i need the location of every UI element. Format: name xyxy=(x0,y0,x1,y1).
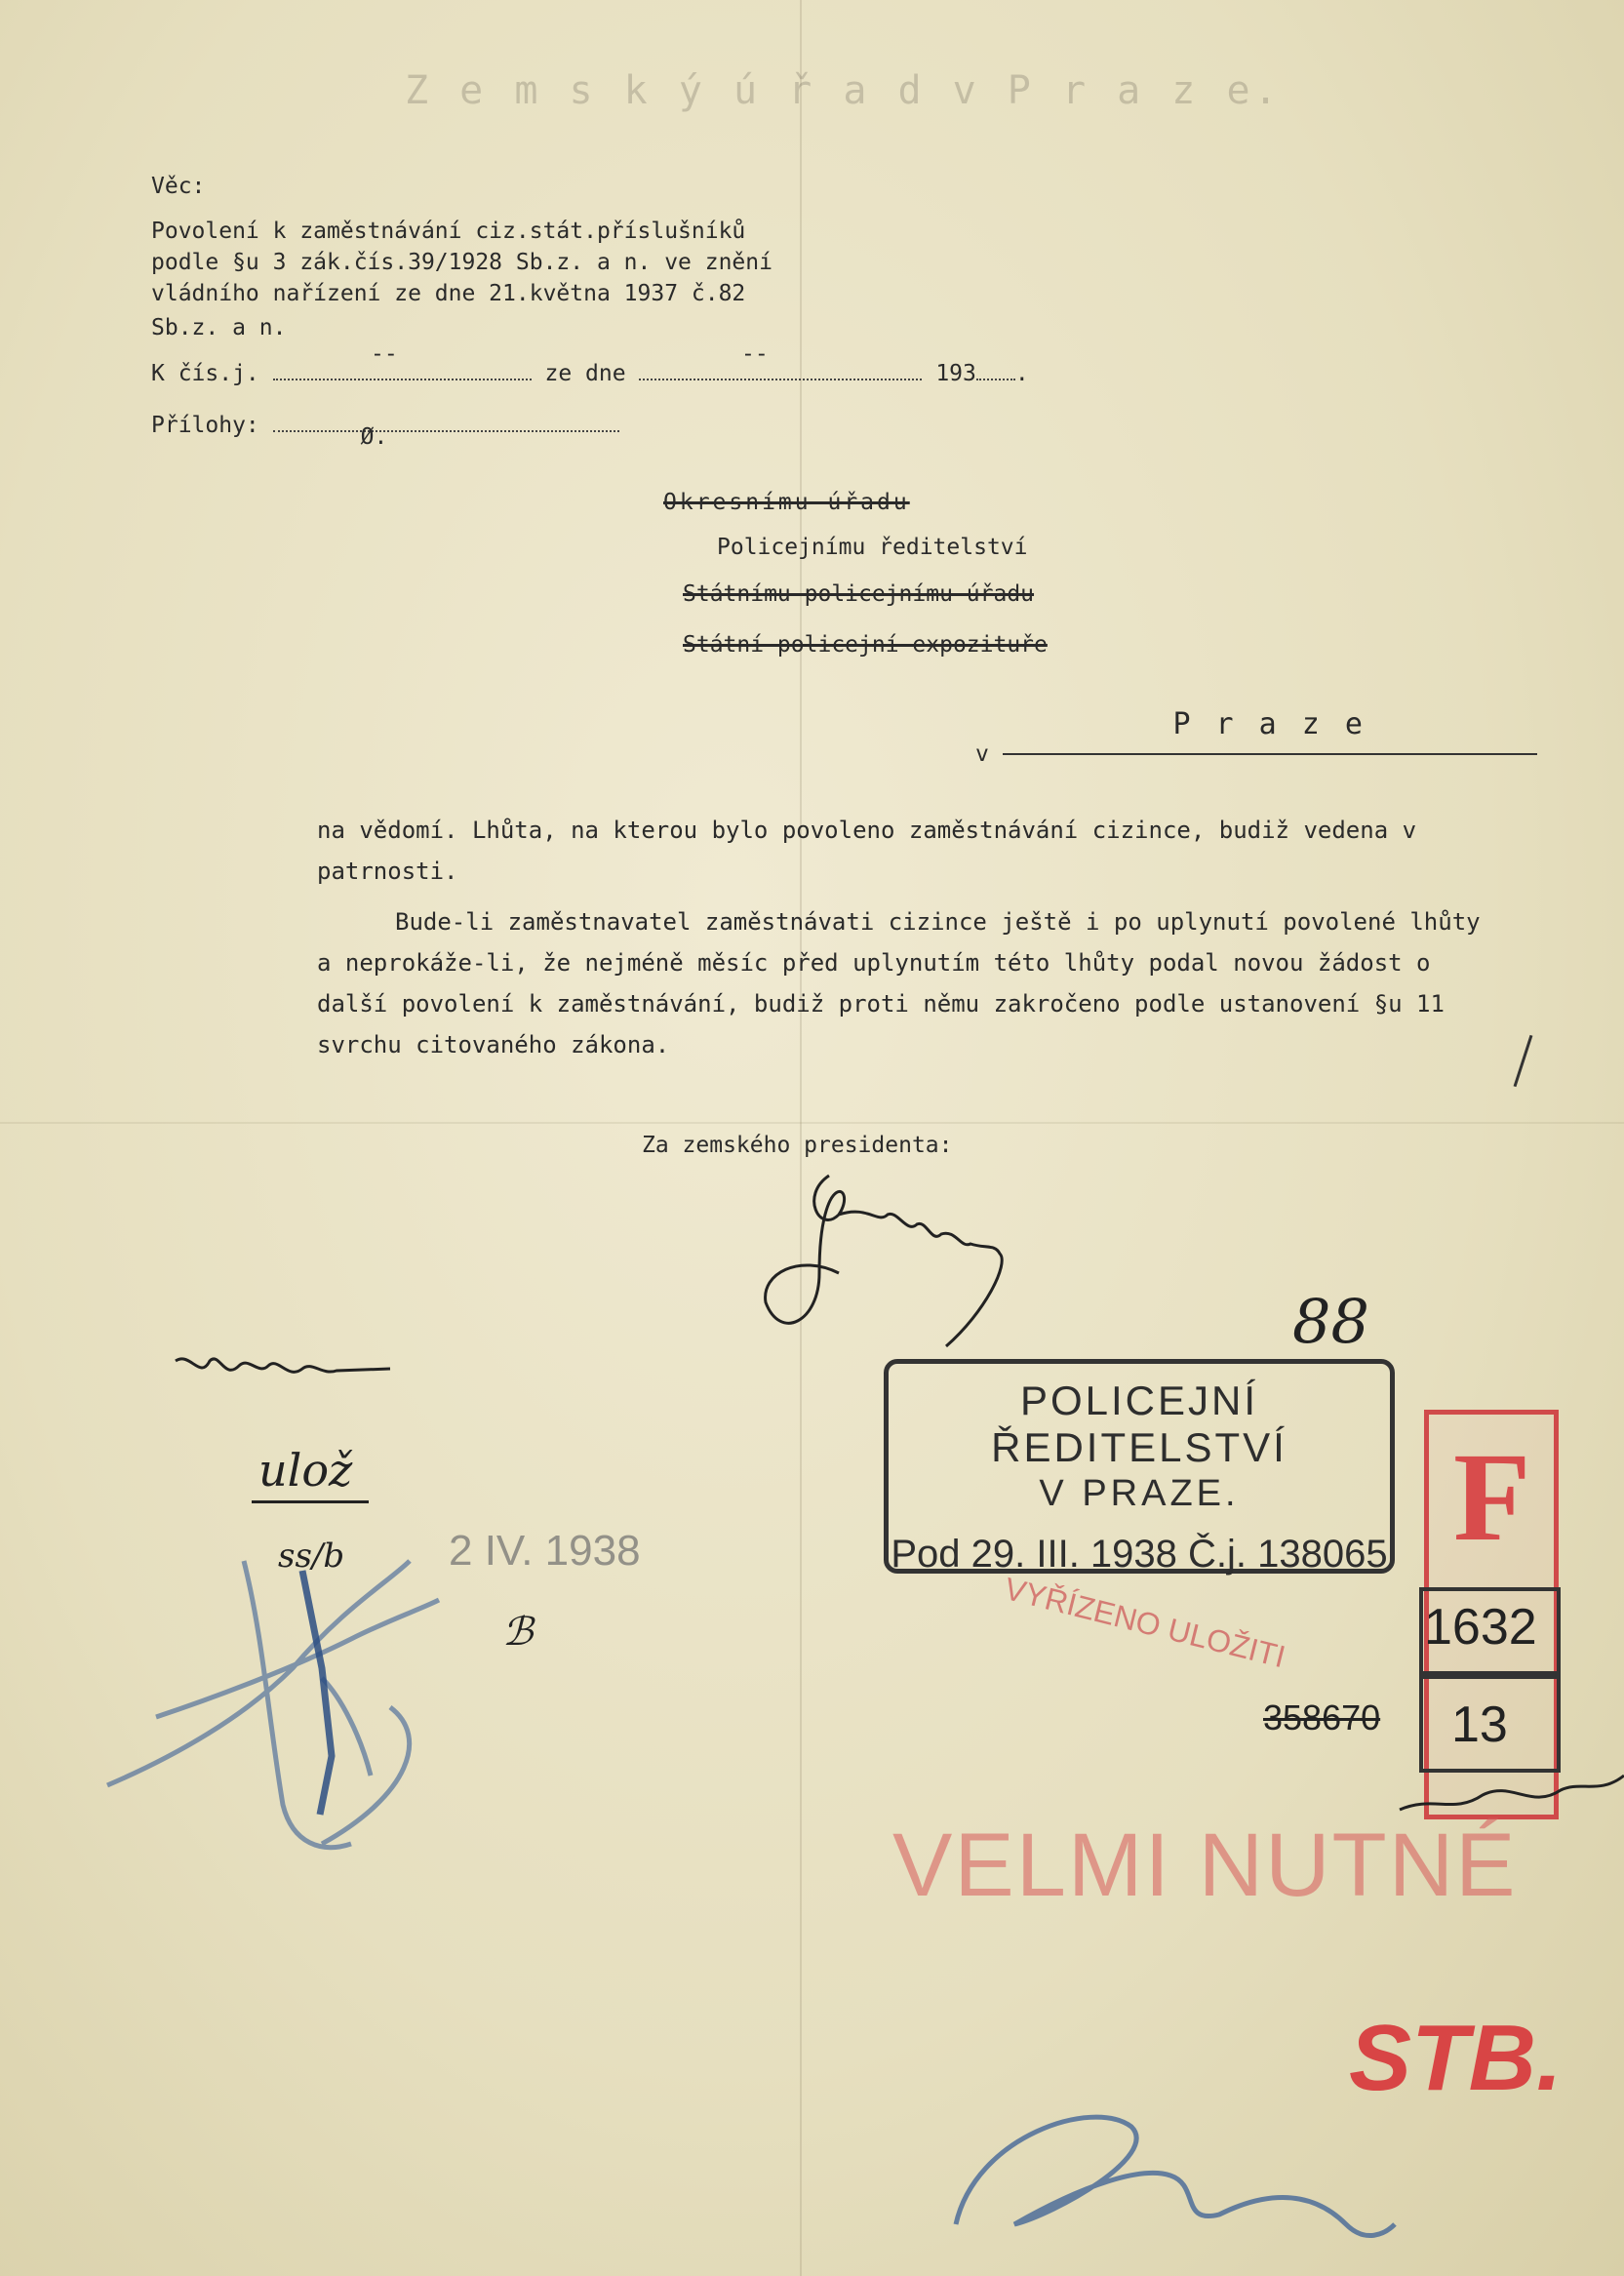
handwritten-initials: ss/b xyxy=(278,1537,345,1576)
subject-label: Věc: xyxy=(151,174,206,199)
year-label: 193 xyxy=(935,361,976,386)
urgent-stamp: VELMI NUTNÉ xyxy=(892,1816,1518,1915)
attachments-label: Přílohy: xyxy=(151,413,259,438)
handwritten-mark: ℬ xyxy=(502,1610,534,1655)
stamp-line-1: POLICEJNÍ ŘEDITELSTVÍ xyxy=(991,1378,1287,1470)
recipient-option-2: Policejnímu ředitelství xyxy=(717,535,1028,560)
place-prefix: v xyxy=(975,741,989,767)
reference-line: K čís.j. ze dne 193 . xyxy=(151,361,1029,386)
recipient-option-1: Okresnímu úřadu xyxy=(663,490,910,515)
filing-letter: F xyxy=(1453,1427,1531,1568)
attachments-line xyxy=(151,413,619,450)
place-name: P r a z e xyxy=(1003,710,1537,755)
blue-pencil-mark xyxy=(98,1522,527,1893)
ze-dne-value: -- xyxy=(741,341,769,367)
k-cis-label: K čís.j. xyxy=(151,361,259,386)
handwritten-number-88: 88 xyxy=(1292,1286,1369,1357)
blue-signature xyxy=(936,2078,1405,2254)
file-number-1632: 1632 xyxy=(1424,1599,1537,1656)
stamp-line-2: V PRAZE. xyxy=(1039,1473,1240,1514)
k-cis-dots xyxy=(273,379,532,380)
body-paragraph-2: Bude-li zaměstnavatel zaměstnávati cizince ještě i po uplynutí povolené lhůty a neprokáže-li, že nejméně měsíc před uplynutím této lhůty podal novou žádost o další povolení k zaměstnávání, budiž proti němu zakročeno podle ustanovení §u 11 svrchu citovaného zákona. xyxy=(317,908,1481,1058)
ze-dne-label: ze dne xyxy=(544,361,626,386)
bleed-through-heading: Z e m s k ý ú ř a d v P r a z e. xyxy=(405,68,1282,113)
note-underline xyxy=(252,1500,369,1503)
k-cis-value: -- xyxy=(371,341,398,367)
recipient-option-4: Státní policejní expozituře xyxy=(683,632,1048,658)
official-signature xyxy=(761,1156,1053,1351)
handwritten-note-ulozi: ulož xyxy=(258,1444,353,1497)
place-line xyxy=(975,707,1537,767)
police-directorate-stamp xyxy=(884,1359,1395,1574)
ze-dne-dots xyxy=(639,379,922,380)
stamp-line-3: Pod 29. III. 1938 Č.j. 138065 xyxy=(891,1533,1388,1576)
stb-stamp: STB. xyxy=(1349,2006,1563,2110)
margin-mark xyxy=(1514,1035,1533,1087)
body-paragraph-1: na vědomí. Lhůta, na kterou bylo povoleno zaměstnávání cizince, budiž vedena v patrnosti. xyxy=(317,817,1417,885)
processed-stamp: VYŘÍZENO ULOŽITI xyxy=(1001,1571,1289,1675)
signature-label: Za zemského presidenta: xyxy=(642,1133,953,1158)
attachments-value: Ø. xyxy=(360,424,388,450)
subject-line-4: Sb.z. a n. xyxy=(151,315,287,340)
subject-line-2: podle §u 3 zák.čís.39/1928 Sb.z. a n. ve znění xyxy=(151,250,772,275)
struck-number: 358670 xyxy=(1263,1697,1381,1737)
subject-line-3: vládního nařízení ze dne 21.května 1937 č.82 xyxy=(151,281,746,306)
received-date-stamp: 2 IV. 1938 xyxy=(449,1527,641,1575)
recipient-option-3: Státnímu policejnímu úřadu xyxy=(683,581,1035,607)
file-number-13: 13 xyxy=(1451,1697,1508,1753)
paper-fold-horizontal xyxy=(0,1122,1624,1124)
handwritten-scribble xyxy=(171,1341,395,1400)
subject-line-1: Povolení k zaměstnávání ciz.stát.příslušníků xyxy=(151,219,746,244)
